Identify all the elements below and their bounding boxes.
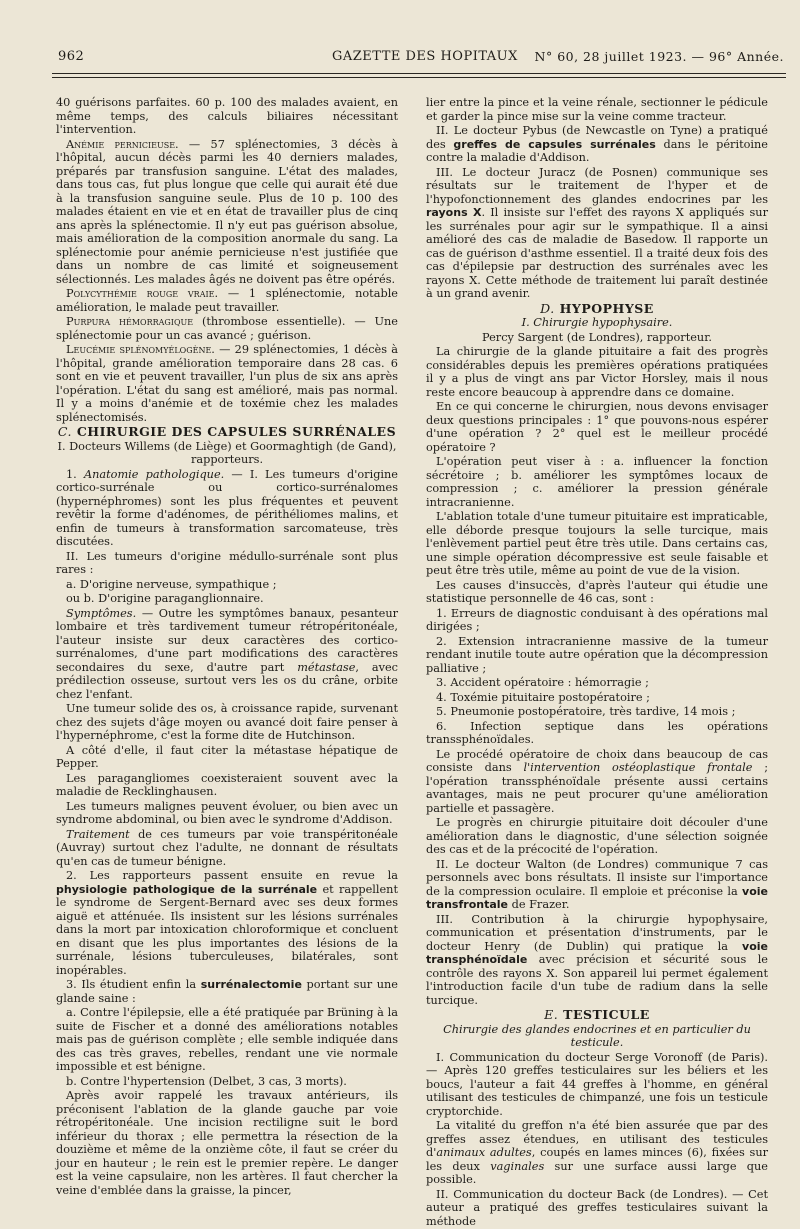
keyword: rayons X xyxy=(426,206,482,219)
paragraph xyxy=(56,978,398,1005)
paragraph xyxy=(56,315,398,342)
section-title: CHIRURGIE DES CAPSULES SURRÉNALES xyxy=(76,424,397,439)
text: de ces tumeurs par voie transpéritonéale (Auvray) surtout chez l'adulte, ne donnant de résultats qu'en cas de tumeur bénigne. xyxy=(56,827,398,868)
journal-title: GAZETTE DES HOPITAUX xyxy=(332,49,518,64)
reporters-line: Percy Sargent (de Londres), rapporteur. xyxy=(482,330,712,344)
paragraph xyxy=(426,858,768,912)
emphasis: l'intervention ostéoplastique frontale xyxy=(523,761,753,774)
text: ; l'opération transsphénoïdale présente aussi certains avantages, mais ne peut procurer qu'une amélioration partielle et passagère. xyxy=(426,761,768,815)
inline-heading: Leucémie splénomyélogène. xyxy=(66,343,215,356)
paragraph: II. Les tumeurs d'origine médullo-surrénale sont plus rares : xyxy=(56,549,398,576)
text: sur une surface aussi large que possible. xyxy=(426,1159,768,1186)
paragraph xyxy=(426,166,768,301)
text: III. Le docteur Juracz (de Posnen) communique ses résultats sur le traitement de l'hyper et de l'hypofonctionnement des glandes endocrines par les xyxy=(426,165,768,206)
keyword: voie transfrontale xyxy=(426,884,768,911)
section-heading xyxy=(426,1008,768,1022)
text: II. Le docteur Walton (de Londres) communique 7 cas personnels avec bons résultats. Il insiste sur l'importance de la compression oculaire. Il emploie et préconise la xyxy=(426,857,768,898)
keyword: surrénalectomie xyxy=(200,978,302,991)
paragraph: Les paragangliomes coexisteraient souvent avec la maladie de Recklinghausen. xyxy=(56,771,398,798)
keyword: voie transphénoïdale xyxy=(426,939,768,966)
text: III. Contribution à la chirurgie hypophysaire, communication et présentation d'instruments, par le docteur Henry (de Dublin) qui pratique la xyxy=(426,912,768,953)
paragraph xyxy=(56,828,398,869)
text: , avec prédilection osseuse, surtout vers les os du crâne, orbite chez l'enfant. xyxy=(56,660,399,701)
inline-heading: Polycythémie rouge vraie. xyxy=(66,287,219,300)
paragraph xyxy=(56,869,398,977)
paragraph xyxy=(426,1119,768,1187)
paragraph: L'opération peut viser à : a. influencer la fonction sécrétoire ; b. améliorer les symptômes locaux de compression ; c. améliorer la pression générale intracranienne. xyxy=(426,455,768,509)
list-item: 6. Infection septique dans les opérations transsphénoïdales. xyxy=(426,719,768,746)
paragraph xyxy=(56,607,398,702)
section-letter: D. xyxy=(540,300,555,316)
paragraph: I. Communication du docteur Serge Voronoff (de Paris). — Après 120 greffes testiculaires sur les béliers et les boucs, l'auteur a fait 44 greffes à l'homme, en général utilisant des testicules de chimpanzé, une fois un testicule cryptorchide. xyxy=(426,1050,768,1118)
list-item: 4. Toxémie pituitaire postopératoire ; xyxy=(436,690,650,704)
section-letter: C. xyxy=(57,424,72,439)
text: — Outre les symptômes banaux, pesanteur lombaire et très tardivement tumeur rétropéritonéale, l'auteur insiste sur deux caractères des cortico-surrénalomes, d'une part modifications des caractères secondaires du sexe, d'autre part xyxy=(56,606,398,674)
list-item: 5. Pneumonie postopératoire, très tardive, 14 mois ; xyxy=(436,705,736,718)
paragraph xyxy=(426,748,768,816)
inline-heading: Anémie pernicieuse. xyxy=(66,137,179,151)
text: 2. Les rapporteurs passent ensuite en revue la xyxy=(66,869,398,882)
paragraph xyxy=(56,138,398,287)
text: , coupés en lames minces (6), fixées sur les deux xyxy=(426,1146,769,1173)
paragraph: II. Communication du docteur Back (de Londres). — Cet auteur a pratiqué des greffes testiculaires suivant la méthode xyxy=(426,1187,768,1228)
text: de Frazer. xyxy=(508,898,570,911)
inline-heading: Symptômes. xyxy=(66,606,137,620)
issue-info: N° 60, 28 juillet 1923. — 96° Année. xyxy=(534,49,784,64)
text: II. Le docteur Pybus (de Newcastle on Tyne) a pratiqué des xyxy=(426,124,768,151)
paragraph xyxy=(56,287,398,314)
section-heading xyxy=(426,302,768,316)
list-item: b. Contre l'hypertension (Delbet, 3 cas, 3 morts). xyxy=(66,1074,347,1088)
right-column xyxy=(426,96,768,1229)
subsection-title xyxy=(426,316,768,330)
emphasis: métastase xyxy=(297,660,356,674)
text: — 1 splénectomie, notable amélioration, le malade peut travailler. xyxy=(56,287,398,314)
text: portant sur une glande saine : xyxy=(56,978,398,1005)
list-item: 1. Erreurs de diagnostic conduisant à des opérations mal dirigées ; xyxy=(426,606,768,633)
keyword: greffes de capsules surrénales xyxy=(453,137,656,151)
section-heading xyxy=(56,425,398,439)
paragraph: Les tumeurs malignes peuvent évoluer, ou bien avec un syndrome abdominal, ou bien avec le syndrome d'Addison. xyxy=(56,799,398,826)
running-header xyxy=(52,49,784,75)
paragraph: En ce qui concerne le chirurgien, nous devons envisager deux questions principales : 1° que pouvons-nous espérer d'une opération ? 2° quel est le meilleur procédé opératoire ? xyxy=(426,400,768,454)
paragraph: Les causes d'insuccès, d'après l'auteur qui étudie une statistique personnelle de 46 cas, sont : xyxy=(426,578,768,605)
section-letter: E. xyxy=(544,1007,559,1022)
section-title: TESTICULE xyxy=(563,1007,650,1022)
paragraph xyxy=(426,913,768,1008)
list-item: a. Contre l'épilepsie, elle a été pratiquée par Brüning à la suite de Fischer et a donné des améliorations notables mais pas de guérison complète ; elle semble indiquée dans des cas très graves, rebelles, rendant une vie normale impossible et est bénigne. xyxy=(56,1006,398,1073)
header-rule xyxy=(52,73,786,74)
list-item: 3. Accident opératoire : hémorragie ; xyxy=(436,676,649,689)
text: — I. Les tumeurs d'origine cortico-surrénale ou cortico-surrénalomes (hypernéphromes) sont les plus fréquentes et peuvent revêtir la forme d'adénomes, de périthéliomes malins, et enfin de tumeurs à transformation sarcomateuse, très discutées. xyxy=(56,467,398,548)
paragraph: 40 guérisons parfaites. 60 p. 100 des malades avaient, en même temps, des calculs biliaires nécessitant l'intervention. xyxy=(56,96,398,136)
text: dans le péritoine contre la maladie d'Addison. xyxy=(426,137,768,164)
inline-heading: Purpura hémorragique xyxy=(66,315,194,328)
keyword: physiologie pathologique de la surrénale xyxy=(56,882,318,896)
paragraph: L'ablation totale d'une tumeur pituitaire est impraticable, elle déborde presque toujours la selle turcique, mais l'enlèvement partiel peut être très utile. Dans certains cas, une simple opération décompressive est seule faisable et peut être très utile, même au point de vue de la vision. xyxy=(426,510,768,577)
inline-heading: Traitement xyxy=(66,827,130,841)
text: 1. xyxy=(66,467,77,481)
section-title: HYPOPHYSE xyxy=(559,300,654,316)
subsection-title xyxy=(426,1023,768,1050)
paragraph xyxy=(56,343,398,424)
paragraph: Le progrès en chirurgie pituitaire doit découler d'une amélioration dans le diagnostic, d'une sélection soignée des cas et de la précocité de l'opération. xyxy=(426,816,768,856)
text: Le procédé opératoire de choix dans beaucoup de cas consiste dans xyxy=(426,747,768,774)
page-number: 962 xyxy=(58,49,85,64)
paragraph: La chirurgie de la glande pituitaire a fait des progrès considérables depuis les premières opérations pratiquées il y a plus de vingt ans par Victor Horsley, mais il nous reste encore beaucoup à apprendre dans ce domaine. xyxy=(426,345,768,399)
paragraph xyxy=(56,468,398,549)
inline-heading: Anatomie pathologique. xyxy=(83,467,225,481)
emphasis: vaginales xyxy=(490,1159,545,1173)
left-column xyxy=(56,96,398,1198)
paragraph xyxy=(426,124,768,165)
text: Chirurgie des glandes endocrines et en particulier du testicule. xyxy=(443,1022,751,1049)
text: (thrombose essentielle). — Une splénectomie pour un cas avancé ; guérison. xyxy=(56,315,398,342)
text: et rappellent le syndrome de Sergent-Bernard avec ses deux formes aiguë et atténuée. Ils insistent sur les lésions surrénales dans la mort par intoxication chloroformique et concluent en disant que les plus importantes des lésions de la surrénale, lésions tuberculeuses, bilatérales, sont inopérables. xyxy=(56,882,398,977)
paragraph: A côté d'elle, il faut citer la métastase hépatique de Pepper. xyxy=(56,743,398,770)
text: — 29 splénectomies, 1 décès à l'hôpital, grande amélioration temporaire dans 28 cas. 6 sont en vie et peuvent travailler, l'un plus de six ans après l'opération. L'état du sang est amélioré, mais pas normal. Il y a moins d'anémie et de toxémie chez les malades splénectomisés. xyxy=(56,343,398,424)
text: — 57 splénectomies, 3 décès à l'hôpital, aucun décès parmi les 40 derniers malades, préparés par transfusion sanguine. L'état des malades, dans tous cas, fut plus longue que celle qui aurait été due à la transfusion sanguine seule. Plus de 10 p. 100 des malades étaient en vie et en état de travailler plus de cinq ans après la splénectomie. Il n'y eut pas guérison absolue, mais amélioration de la composition anormale du sang. La splénectomie pour anémie pernicieuse n'est justifiée que dans un nombre de cas limité et soigneusement sélectionnés. Les malades âgés ne doivent pas être opérés. xyxy=(56,137,398,286)
reporters-line: I. Docteurs Willems (de Liège) et Goormaghtigh (de Gand), rapporteurs. xyxy=(57,439,397,466)
emphasis: animaux adultes xyxy=(436,1146,532,1159)
paragraph: lier entre la pince et la veine rénale, sectionner le pédicule et garder la pince mise sur la veine comme tracteur. xyxy=(426,96,768,123)
paragraph: Une tumeur solide des os, à croissance rapide, survenant chez des sujets d'âge moyen ou avancé doit faire penser à l'hypernéphrome, c'est la forme dite de Hutchinson. xyxy=(56,702,398,742)
text: I. Chirurgie hypophysaire. xyxy=(521,316,673,329)
text: 3. Ils étudient enfin la xyxy=(66,978,201,991)
list-item: ou b. D'origine paraganglionnaire. xyxy=(66,592,264,605)
text: . Il insiste sur l'effet des rayons X appliqués sur les surrénales pour agir sur le sympathique. Il a ainsi amélioré des cas de maladie de Basedow. Il rapporte un cas de guérison d'asthme essentiel. Il a traité deux fois des cas d'épilepsie par destruction des surrénales avec les rayons X. Cette méthode de traitement lui paraît destinée à un grand avenir. xyxy=(426,206,768,300)
text: avec précision et sécurité sous le contrôle des rayons X. Son appareil lui permet également l'introduction facile d'un tube de radium dans la selle turcique. xyxy=(426,953,768,1007)
list-item: 2. Extension intracranienne massive de la tumeur rendant inutile toute autre opération que la décompression palliative ; xyxy=(426,634,768,675)
text: La vitalité du greffon n'a été bien assurée que par des greffes assez étendues, en utilisant des testicules d' xyxy=(426,1119,768,1159)
paragraph: Après avoir rappelé les travaux antérieurs, ils préconisent l'ablation de la glande gauche par voie rétropéritonéale. Une incision rectiligne suit le bord inférieur du thorax ; elle permettra la résection de la douzième et même de la onzième côte, il faut se créer du jour en hauteur ; le rein est le premier repère. Le danger est la veine capsulaire, non les artères. Il faut chercher la veine d'emblée dans la graisse, la pincer, xyxy=(56,1089,398,1197)
list-item: a. D'origine nerveuse, sympathique ; xyxy=(66,577,277,591)
header-rule-thin xyxy=(52,77,786,78)
